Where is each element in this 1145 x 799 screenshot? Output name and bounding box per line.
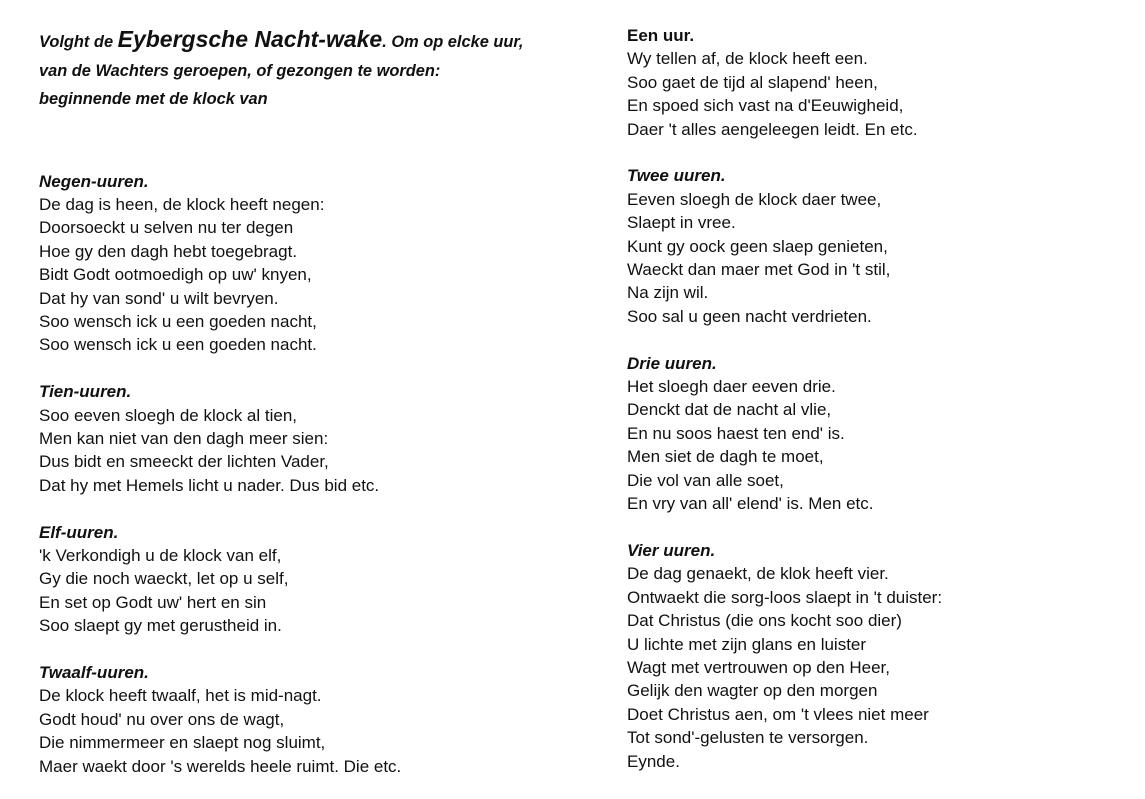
verse-line: 'k Verkondigh u de klock van elf, [39,545,282,565]
verse-line: Soo sal u geen nacht verdrieten. [627,306,872,326]
verse-line: Waeckt dan maer met God in 't stil, [627,260,891,280]
verse-line: Die vol van alle soet, [627,470,784,490]
verse-line: Wagt met vertrouwen op den Heer, [627,657,891,677]
verse-line: De klock heeft twaalf, het is mid-nagt. [39,686,322,706]
verse-line: En vry van all' elend' is. Men etc. [627,494,874,514]
left-column [39,0,584,778]
verse-line: Ontwaekt die sorg-loos slaept in 't duister: [627,587,943,607]
verse-line: Godt houd' nu over ons de wagt, [39,709,285,729]
verse-line: Dat hy van sond' u wilt bevryen. [39,288,279,308]
verse-line: Gy die noch waeckt, let op u self, [39,569,289,589]
verse-line: En spoed sich vast na d'Eeuwigheid, [627,96,904,116]
stanza [39,521,584,638]
right-column [627,0,1127,773]
stanza-heading: Een uur. [627,26,695,45]
stanza-heading: Tien-uuren. [39,382,132,402]
verse-line: De dag is heen, de klock heeft negen: [39,194,325,214]
verse-line: Tot sond'-gelusten te versorgen. [627,728,869,748]
left-stanzas [39,170,584,779]
stanza [627,24,1127,141]
verse-line: Gelijk den wagter op den morgen [627,681,878,701]
stanza-gap [39,497,584,520]
verse-line: Dat hy met Hemels licht u nader. Dus bid etc. [39,475,380,495]
intro-title: Eybergsche Nacht-wake [117,26,383,52]
verse-line: Denckt dat de nacht al vlie, [627,400,832,420]
stanza [39,380,584,497]
intro-part2: . Om op elcke uur, [382,33,524,51]
stanza [39,170,584,357]
stanza-heading: Drie uuren. [627,353,717,373]
verse-line: Eynde. [627,751,680,771]
verse-line: Slaept in vree. [627,213,736,233]
stanza-gap [627,516,1127,539]
intro-heading [39,0,584,114]
verse-line: Doet Christus aen, om 't vlees niet meer [627,704,929,724]
stanza [627,164,1127,328]
verse-line: Maer waekt door 's werelds heele ruimt. Die etc. [39,756,402,776]
stanza [627,539,1127,773]
verse-line: Na zijn wil. [627,283,709,303]
verse-line: Doorsoeckt u selven nu ter degen [39,218,294,238]
stanza-heading: Twee uuren. [627,166,726,186]
verse-line: Bidt Godt ootmoedigh op uw' knyen, [39,265,312,285]
stanza-gap [39,357,584,380]
verse-line: Soo wensch ick u een goeden nacht, [39,311,317,331]
verse-line: Soo wensch ick u een goeden nacht. [39,335,317,355]
stanza-heading: Elf-uuren. [39,522,119,542]
intro-spacer [39,114,584,170]
stanza [627,352,1127,516]
stanza-heading: Twaalf-uuren. [39,662,149,682]
right-stanzas [627,24,1127,773]
verse-line: De dag genaekt, de klok heeft vier. [627,564,889,584]
verse-line: En set op Godt uw' hert en sin [39,592,267,612]
verse-line: Daer 't alles aengeleegen leidt. En etc. [627,119,918,139]
verse-line: Die nimmermeer en slaept nog sluimt, [39,733,326,753]
verse-line: Eeven sloegh de klock daer twee, [627,189,882,209]
verse-line: Soo slaept gy met gerustheid in. [39,616,282,636]
intro-line2: van de Wachters geroepen, of gezongen te worden: [39,61,441,80]
intro-part1: Volght de [39,33,118,51]
intro-line3: beginnende met de klock van [39,90,268,108]
stanza-heading: Vier uuren. [627,540,716,560]
verse-line: Het sloegh daer eeven drie. [627,377,836,397]
stanza-heading: Negen-uuren. [39,171,149,191]
verse-line: Dat Christus (die ons kocht soo dier) [627,611,902,631]
verse-line: Soo eeven sloegh de klock al tien, [39,405,298,425]
verse-line: Hoe gy den dagh hebt toegebragt. [39,241,298,261]
stanza-gap [39,638,584,661]
verse-line: Kunt gy oock geen slaep genieten, [627,236,888,256]
stanza-gap [627,141,1127,164]
verse-line: Dus bidt en smeeckt der lichten Vader, [39,452,329,472]
stanza-gap [627,328,1127,351]
verse-line: Soo gaet de tijd al slapend' heen, [627,72,878,92]
verse-line: En nu soos haest ten end' is. [627,423,845,443]
verse-line: U lichte met zijn glans en luister [627,634,867,654]
verse-line: Wy tellen af, de klock heeft een. [627,49,868,69]
verse-line: Men siet de dagh te moet, [627,447,824,467]
stanza [39,661,584,778]
verse-line: Men kan niet van den dagh meer sien: [39,428,329,448]
